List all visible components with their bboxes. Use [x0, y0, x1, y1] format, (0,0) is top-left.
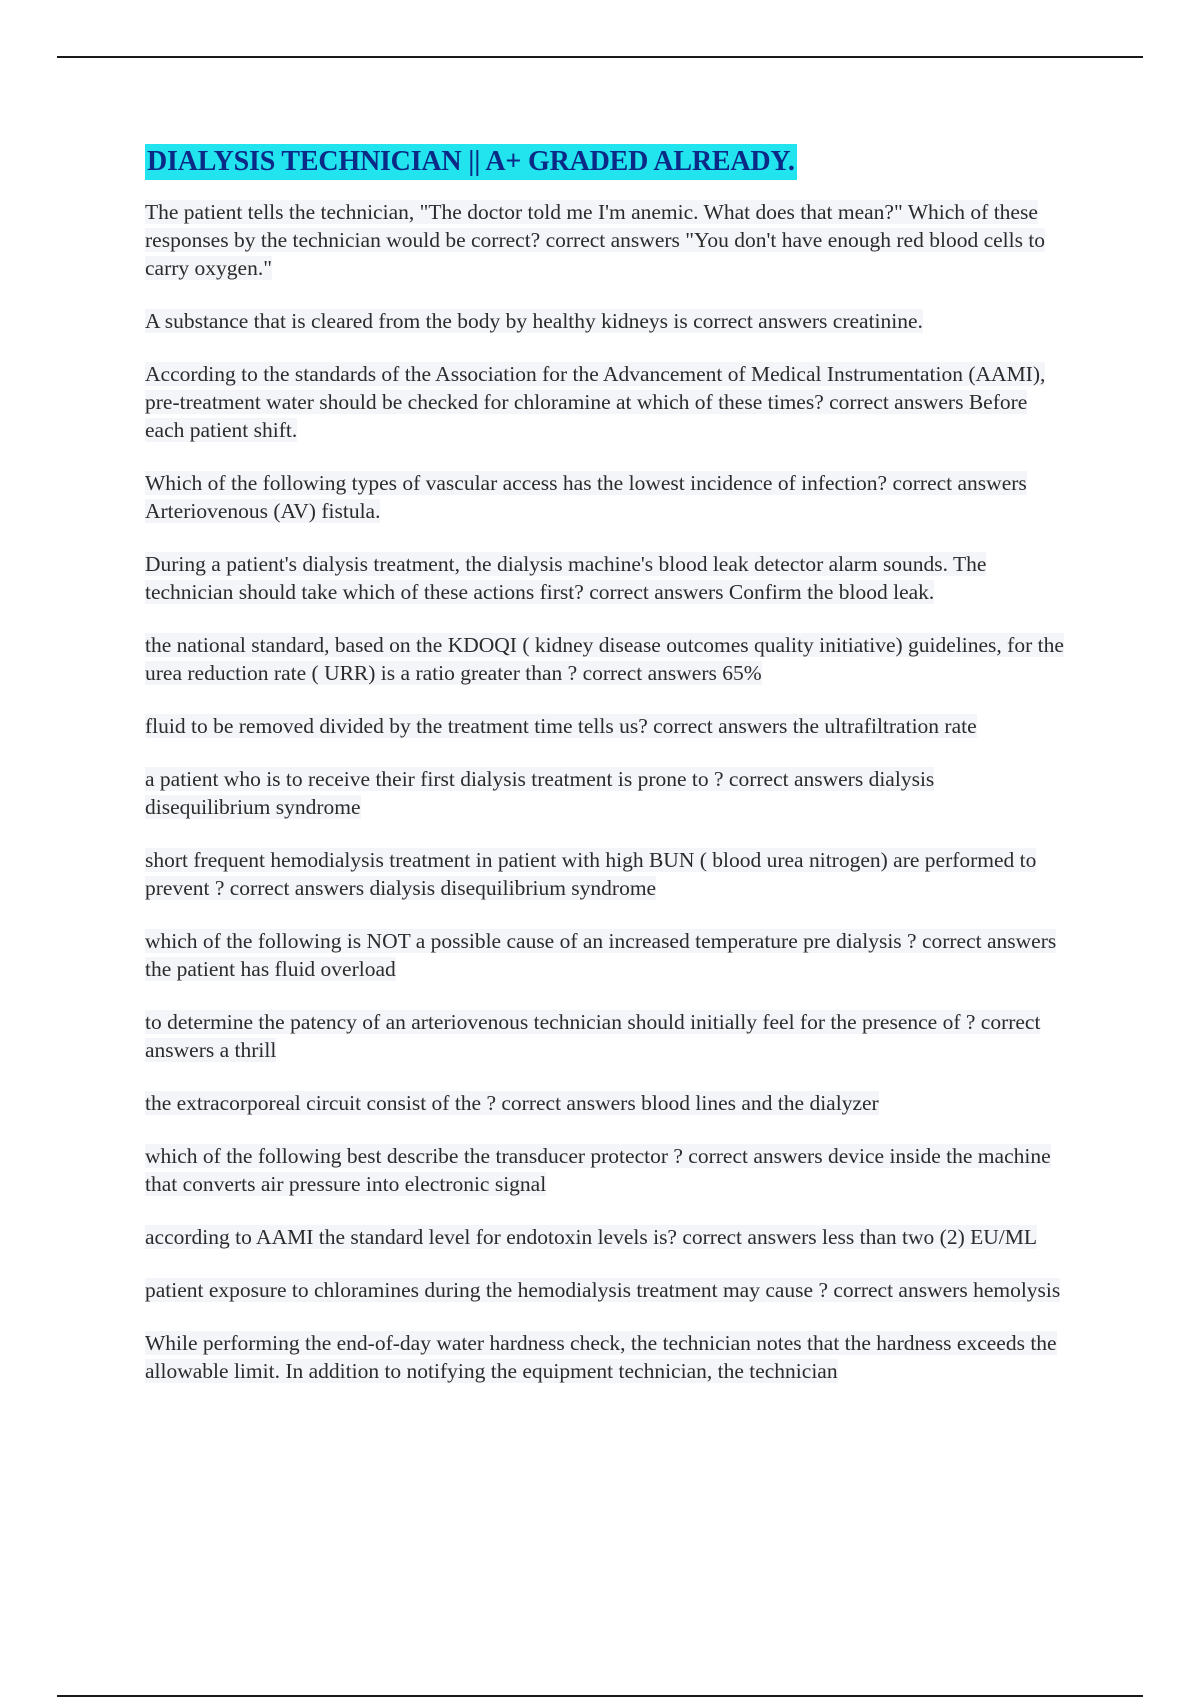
qa-text: to determine the patency of an arteriovenous technician should initially feel for the presence of ? correct answers a thrill	[145, 1010, 1041, 1062]
qa-text: the extracorporeal circuit consist of the ? correct answers blood lines and the dialyzer	[145, 1091, 879, 1115]
qa-text: A substance that is cleared from the body by healthy kidneys is correct answers creatinine.	[145, 309, 923, 333]
bottom-divider	[57, 1695, 1143, 1697]
qa-text: The patient tells the technician, "The doctor told me I'm anemic. What does that mean?" Which of these responses by the technician would be correct? correct answers "You don't have enough red blood cells to carry oxygen."	[145, 200, 1046, 280]
qa-item	[145, 1329, 1065, 1385]
qa-text: fluid to be removed divided by the treatment time tells us? correct answers the ultrafiltration rate	[145, 714, 977, 738]
qa-item	[145, 927, 1065, 983]
qa-item	[145, 712, 1065, 740]
qa-text: the national standard, based on the KDOQI ( kidney disease outcomes quality initiative) guidelines, for the urea reduction rate ( URR) is a ratio greater than ? correct answers 65%	[145, 633, 1064, 685]
qa-item	[145, 1089, 1065, 1117]
qa-item	[145, 1223, 1065, 1251]
qa-list	[145, 198, 1065, 1385]
qa-item	[145, 765, 1065, 821]
qa-text: Which of the following types of vascular access has the lowest incidence of infection? correct answers Arteriovenous (AV) fistula.	[145, 471, 1027, 523]
qa-item	[145, 469, 1065, 525]
qa-item	[145, 1142, 1065, 1198]
qa-text: patient exposure to chloramines during the hemodialysis treatment may cause ? correct answers hemolysis	[145, 1278, 1061, 1302]
qa-item	[145, 631, 1065, 687]
document-title: DIALYSIS TECHNICIAN || A+ GRADED ALREADY.	[145, 144, 797, 180]
qa-item	[145, 307, 1065, 335]
top-divider	[57, 56, 1143, 58]
qa-item	[145, 198, 1065, 282]
qa-text: According to the standards of the Association for the Advancement of Medical Instrumentation (AAMI), pre-treatment water should be checked for chloramine at which of these times? correct answers Before each patient shift.	[145, 362, 1046, 442]
qa-text: according to AAMI the standard level for endotoxin levels is? correct answers less than two (2) EU/ML	[145, 1225, 1037, 1249]
qa-text: While performing the end-of-day water hardness check, the technician notes that the hardness exceeds the allowable limit. In addition to notifying the equipment technician, the technician	[145, 1331, 1057, 1383]
qa-text: which of the following is NOT a possible cause of an increased temperature pre dialysis ? correct answers the patient has fluid overload	[145, 929, 1057, 981]
qa-text: which of the following best describe the transducer protector ? correct answers device inside the machine that converts air pressure into electronic signal	[145, 1144, 1051, 1196]
document-body	[145, 144, 1065, 1410]
qa-item	[145, 550, 1065, 606]
qa-item	[145, 1008, 1065, 1064]
qa-item	[145, 360, 1065, 444]
qa-text: a patient who is to receive their first dialysis treatment is prone to ? correct answers dialysis disequilibrium syndrome	[145, 767, 935, 819]
qa-item	[145, 846, 1065, 902]
qa-item	[145, 1276, 1065, 1304]
qa-text: short frequent hemodialysis treatment in patient with high BUN ( blood urea nitrogen) are performed to prevent ? correct answers dialysis disequilibrium syndrome	[145, 848, 1037, 900]
qa-text: During a patient's dialysis treatment, the dialysis machine's blood leak detector alarm sounds. The technician should take which of these actions first? correct answers Confirm the blood leak.	[145, 552, 987, 604]
